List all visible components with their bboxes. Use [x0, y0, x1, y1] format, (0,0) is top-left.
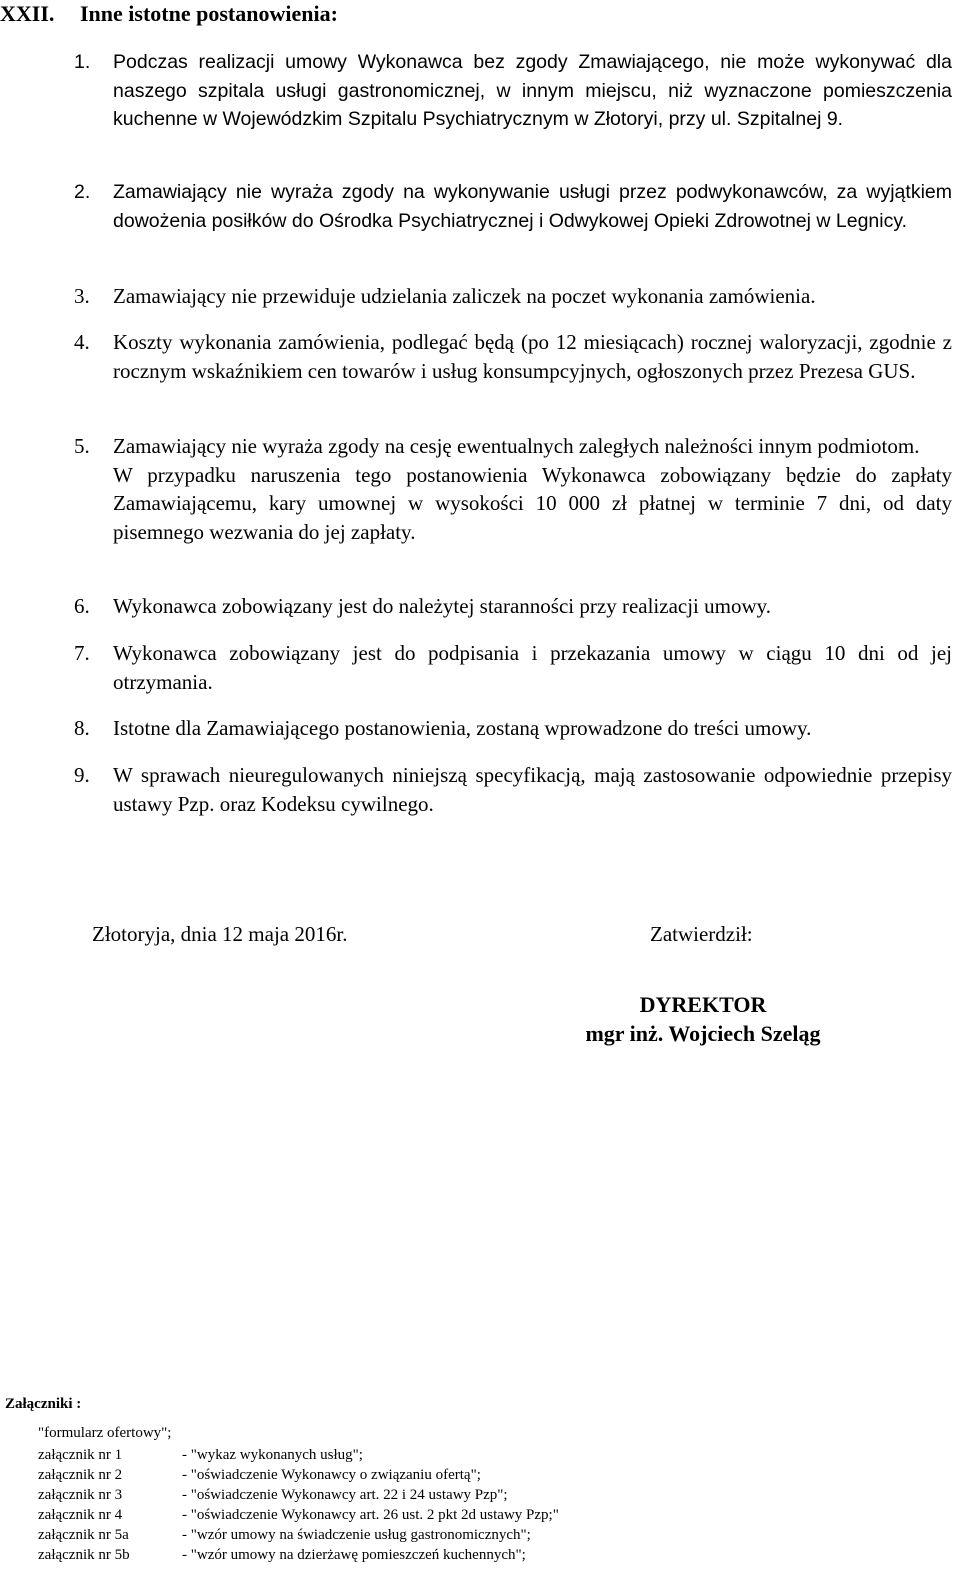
- provision-number: 6.: [74, 594, 90, 618]
- section-heading: [0, 2, 338, 26]
- section-title: Inne istotne postanowienia:: [80, 1, 338, 26]
- signatory-title: DYREKTOR: [639, 992, 767, 1017]
- provision-text: Wykonawca zobowiązany jest do należytej staranności przy realizacji umowy.: [113, 594, 772, 618]
- section-number: XXII.: [0, 1, 55, 26]
- provision-number: 9.: [74, 763, 90, 787]
- provision-item-9: [74, 761, 952, 818]
- provision-text: Zamawiający nie wyraża zgody na wykonywanie usługi przez podwykonawców, za wyjątkiem dowożenia posiłków do Ośrodka Psychiatrycznej i Odwykowej Opieki Zdrowotnej w Legnicy.: [113, 181, 952, 232]
- attachment-label: załącznik nr 1: [38, 1447, 123, 1463]
- attachment-label: załącznik nr 4: [38, 1507, 123, 1523]
- provision-number: 3.: [74, 284, 90, 308]
- attachment-lead: "formularz ofertowy";: [38, 1425, 172, 1441]
- provision-text: Koszty wykonania zamówienia, podlegać będą (po 12 miesiącach) rocznej waloryzacji, zgodnie z rocznym wskaźnikiem cen towarów i usług konsumpcyjnych, ogłoszonych przez Prezesa GUS.: [113, 330, 952, 383]
- approved-by-label: Zatwierdził:: [650, 922, 753, 946]
- attachment-description: - "wzór umowy na dzierżawę pomieszczeń kuchennych";: [182, 1547, 526, 1563]
- provision-item-5: [74, 432, 952, 546]
- provision-text: Zamawiający nie przewiduje udzielania zaliczek na poczet wykonania zamówienia.: [113, 284, 816, 308]
- place-and-date: Złotoryja, dnia 12 maja 2016r.: [92, 922, 348, 946]
- provision-text: Istotne dla Zamawiającego postanowienia, zostaną wprowadzone do treści umowy.: [113, 716, 812, 740]
- provision-number: 7.: [74, 641, 90, 665]
- provision-text: Zamawiający nie wyraża zgody na cesję ewentualnych zaległych należności innym podmiotom.: [113, 434, 920, 458]
- provision-item-7: [74, 639, 952, 696]
- provision-item-6: [74, 592, 952, 621]
- provision-number: 2.: [74, 181, 91, 203]
- provision-item-3: [74, 282, 952, 311]
- attachments-heading: Załączniki :: [5, 1396, 82, 1412]
- signatory-name: mgr inż. Wojciech Szeląg: [585, 1021, 821, 1046]
- attachment-label: załącznik nr 2: [38, 1467, 123, 1483]
- provision-number: 5.: [74, 434, 90, 458]
- provision-item-2: [74, 178, 952, 235]
- attachment-description: - "wykaz wykonanych usług";: [182, 1447, 363, 1463]
- provision-item-8: [74, 714, 952, 743]
- provision-text: Podczas realizacji umowy Wykonawca bez zgody Zmawiającego, nie może wykonywać dla naszego szpitala usługi gastronomicznej, w innym miejscu, niż wyznaczone pomieszczenia kuchenne w Wojewódzkim Szpitalu Psychiatrycznym w Złotoryi, przy ul. Szpitalnej 9.: [113, 51, 952, 130]
- attachment-label: załącznik nr 3: [38, 1487, 123, 1503]
- attachment-label: załącznik nr 5a: [38, 1527, 129, 1543]
- attachment-description: - "oświadczenie Wykonawcy art. 22 i 24 ustawy Pzp";: [182, 1487, 508, 1503]
- provision-number: 1.: [74, 51, 91, 73]
- provision-continuation: W przypadku naruszenia tego postanowienia Wykonawca zobowiązany będzie do zapłaty Zamawiającemu, kary umownej w wysokości 10 000 zł płatnej w terminie 7 dni, od daty pisemnego wezwania do jej zapłaty.: [113, 462, 952, 544]
- provision-text: Wykonawca zobowiązany jest do podpisania i przekazania umowy w ciągu 10 dni od jej otrzymania.: [113, 641, 952, 694]
- attachment-description: - "oświadczenie Wykonawcy o związaniu ofertą";: [182, 1467, 481, 1483]
- attachment-description: - "oświadczenie Wykonawcy art. 26 ust. 2 pkt 2d ustawy Pzp;": [182, 1507, 559, 1523]
- provision-item-4: [74, 328, 952, 385]
- provision-number: 4.: [74, 330, 90, 354]
- provision-item-1: [74, 48, 952, 134]
- provision-text: W sprawach nieuregulowanych niniejszą specyfikacją, mają zastosowanie odpowiednie przepisy ustawy Pzp. oraz Kodeksu cywilnego.: [113, 763, 952, 816]
- attachment-label: załącznik nr 5b: [38, 1547, 130, 1563]
- attachment-description: - "wzór umowy na świadczenie usług gastronomicznych";: [182, 1527, 531, 1543]
- provision-number: 8.: [74, 716, 90, 740]
